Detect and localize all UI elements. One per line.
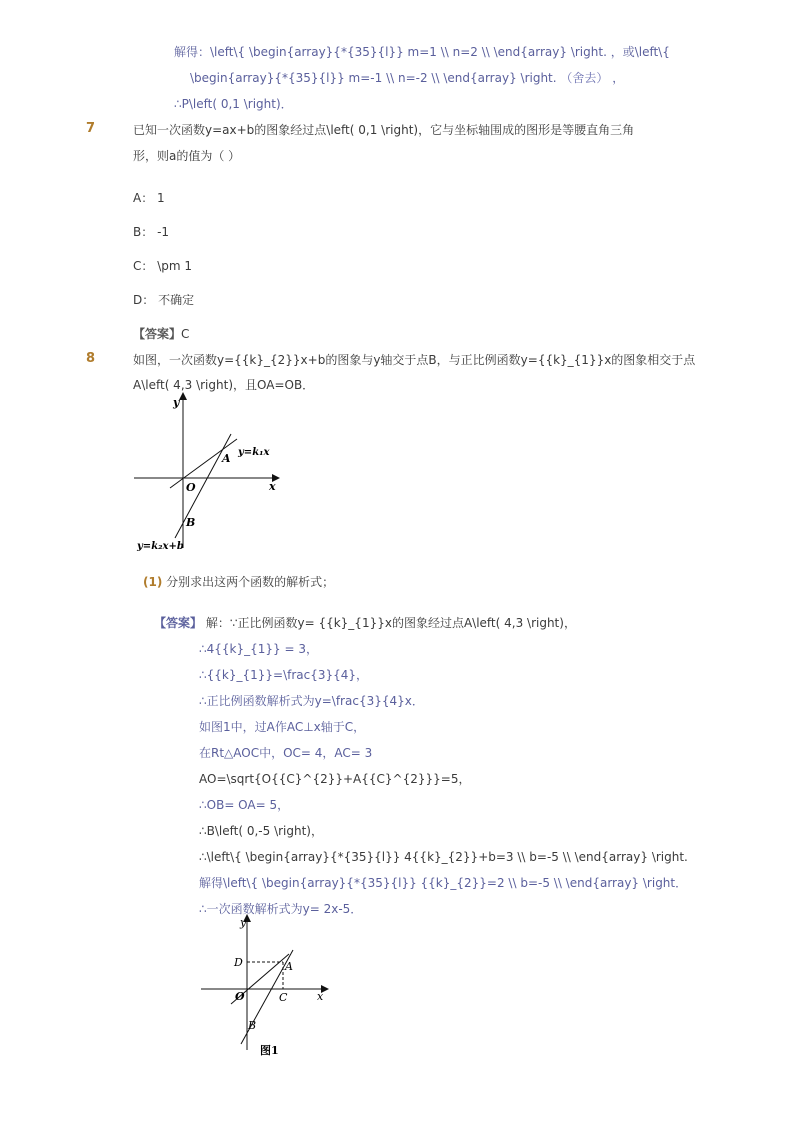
solution-line-2-math: \begin{array}{*{35}{l}} m=-1 \\ n=-2 \\ \end{array} \right. bbox=[190, 71, 557, 85]
question-number-8: 8 bbox=[86, 351, 96, 366]
q8-part-1 bbox=[143, 574, 334, 590]
point-a-label: A bbox=[222, 452, 231, 465]
q7-stem-line-2: 形，则a的值为（ ） bbox=[133, 149, 241, 163]
answer-line-11: 解得\left\{ \begin{array}{*{35}{l}} {{k}_{2}}=2 \\ b=-5 \\ \end{array} \right． bbox=[199, 876, 688, 890]
q7-stem-line-1: 已知一次函数y=ax+b的图象经过点\left( 0,1 \right)，它与坐标轴围成的图形是等腰直角三角 bbox=[133, 123, 635, 137]
origin-label: O bbox=[235, 990, 245, 1003]
q7-option-d bbox=[133, 292, 194, 308]
option-text: 1 bbox=[157, 191, 165, 205]
q7-option-b bbox=[133, 224, 169, 240]
q7-answer bbox=[133, 326, 189, 342]
option-text: \pm 1 bbox=[157, 259, 193, 273]
q8-stem-line-1: 如图，一次函数y={{k}_{2}}x+b的图象与y轴交于点B，与正比例函数y={{k}_{1}}x的图象相交于点 bbox=[133, 353, 696, 367]
answer-value: C bbox=[181, 327, 190, 341]
part-text: 分别求出这两个函数的解析式； bbox=[166, 575, 335, 589]
answer-line-4: ∴正比例函数解析式为y=\frac{3}{4}x． bbox=[199, 694, 424, 708]
answer-tag: 【答案】 bbox=[133, 327, 182, 341]
x-axis-label: x bbox=[317, 990, 324, 1003]
answer-line-10: ∴\left\{ \begin{array}{*{35}{l}} 4{{k}_{2}}+b=3 \\ b=-5 \\ \end{array} \right. bbox=[199, 850, 688, 864]
origin-label: O bbox=[186, 481, 196, 494]
answer-line-7: AO=\sqrt{O{{C}^{2}}+A{{C}^{2}}}=5， bbox=[199, 772, 471, 786]
answer-line-3: ∴{{k}_{1}}=\frac{3}{4}， bbox=[199, 668, 369, 682]
answer-line-6: 在Rt△AOC中，OC= 4，AC= 3 bbox=[199, 746, 373, 760]
x-axis-label: x bbox=[269, 480, 276, 493]
q7-option-a bbox=[133, 190, 165, 206]
q7-option-c bbox=[133, 258, 192, 274]
answer-text: 解：∵正比例函数y= {{k}_{1}}x的图象经过点A\left( 4,3 \right)， bbox=[205, 616, 576, 630]
q8-part-1-answer-line-1 bbox=[154, 615, 576, 631]
figure-1 bbox=[195, 912, 335, 1060]
answer-line-9: ∴B\left( 0,-5 \right)， bbox=[199, 824, 323, 838]
part-number: (1) bbox=[143, 575, 163, 589]
answer-line-5: 如图1中，过A作AC⊥x轴于C， bbox=[199, 720, 366, 734]
point-b-label: B bbox=[248, 1019, 257, 1032]
point-c-label: C bbox=[279, 991, 288, 1004]
q8-stem-line-2: A\left( 4,3 \right)，且OA=OB． bbox=[133, 378, 315, 392]
answer-line-12: ∴一次函数解析式为y= 2x-5． bbox=[199, 902, 363, 916]
option-label: C： bbox=[133, 259, 154, 273]
solution-line-3: ∴P\left( 0,1 \right)． bbox=[174, 97, 293, 111]
point-b-label: B bbox=[186, 516, 196, 529]
solution-line-2-note: （舍去） bbox=[560, 71, 609, 85]
option-label: B： bbox=[133, 225, 154, 239]
figure-caption: 图1 bbox=[260, 1044, 279, 1057]
answer-line-2: ∴4{{k}_{1}} = 3， bbox=[199, 642, 318, 656]
option-text: -1 bbox=[157, 225, 170, 239]
option-label: A： bbox=[133, 191, 154, 205]
option-text: 不确定 bbox=[158, 293, 195, 307]
point-d-label: D bbox=[234, 956, 243, 969]
solution-line-1: 解得：\left\{ \begin{array}{*{35}{l}} m=1 \\ n=2 \\ \end{array} \right. ，或\left\{ bbox=[174, 45, 670, 59]
question-number-7: 7 bbox=[86, 121, 96, 136]
q8-figure bbox=[128, 392, 288, 554]
answer-line-8: ∴OB= OA= 5， bbox=[199, 798, 290, 812]
y-axis-label: y bbox=[173, 396, 180, 409]
answer-tag: 【答案】 bbox=[154, 616, 203, 630]
line-k2x-label: y=k₂x+b bbox=[137, 541, 184, 552]
line-k1x-label: y=k₁x bbox=[238, 447, 270, 458]
solution-line-2 bbox=[190, 70, 624, 86]
solution-line-2-end: ， bbox=[612, 71, 625, 85]
point-a-label: A bbox=[285, 960, 293, 973]
y-axis-label: y bbox=[240, 916, 247, 929]
option-label: D： bbox=[133, 293, 155, 307]
